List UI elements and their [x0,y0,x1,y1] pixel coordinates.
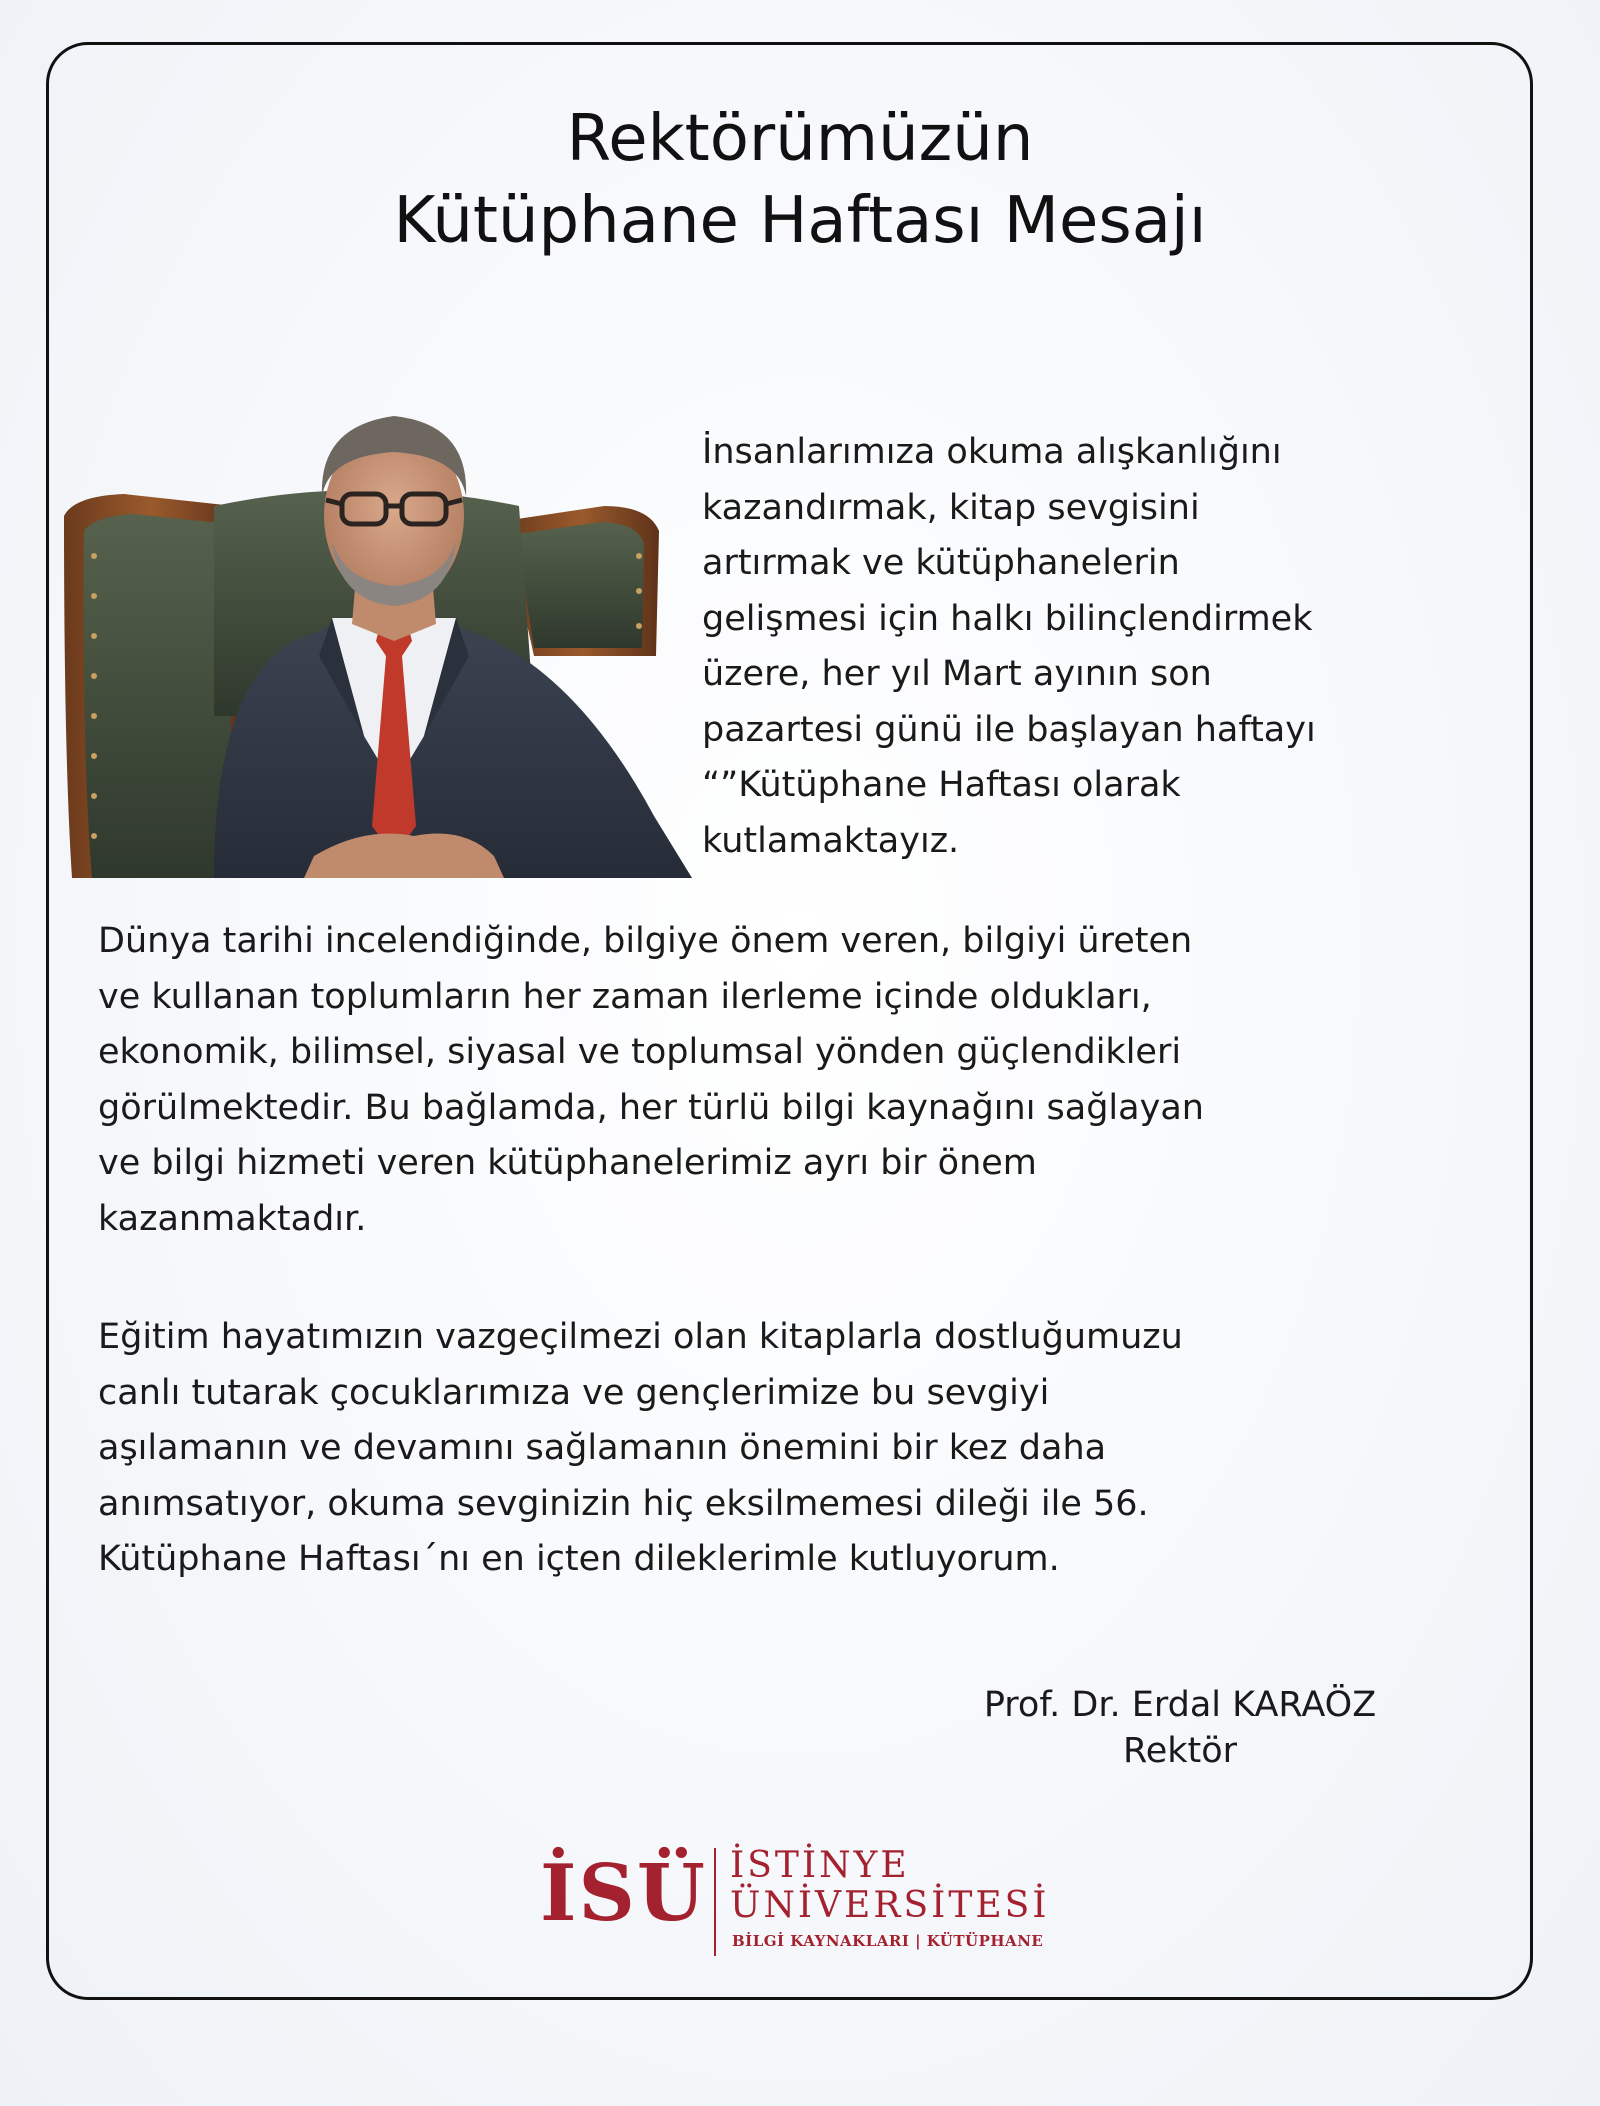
page-title [0,98,1600,262]
paragraph-line: Kütüphane Haftası´nı en içten dileklerimle kutluyorum. [98,1539,1060,1579]
intro-line: kazandırmak, kitap sevgisini [702,487,1200,528]
portrait-photo [64,356,692,878]
paragraph-closing [98,1310,1518,1588]
logo-name-line-1: İSTİNYE [730,1845,910,1886]
paragraph-line: görülmektedir. Bu bağlamda, her türlü bilgi kaynağını sağlayan [98,1087,1204,1128]
intro-paragraph [702,425,1522,869]
paragraph-line: canlı tutarak çocuklarımıza ve gençlerimize bu sevgiyi [98,1372,1050,1413]
logo-name-line-2: ÜNİVERSİTESİ [730,1885,1050,1926]
title-line-1: Rektörümüzün [566,102,1034,176]
intro-line: İnsanlarımıza okuma alışkanlığını [702,432,1282,472]
signature-block [900,1682,1460,1774]
intro-line: artırmak ve kütüphanelerin [702,543,1180,583]
intro-line: gelişmesi için halkı bilinçlendirmek [702,598,1313,639]
paragraph-line: aşılamanın ve devamını sağlamanın önemini bir kez daha [98,1428,1107,1468]
intro-line: pazartesi günü ile başlayan haftayı [702,709,1316,750]
logo-divider [714,1848,716,1956]
paragraph-line: anımsatıyor, okuma sevginizin hiç eksilmemesi dileği ile 56. [98,1483,1149,1524]
logo-name [730,1846,1050,1926]
paragraph-line: ve bilgi hizmeti veren kütüphanelerimiz ayrı bir önem [98,1143,1037,1183]
paragraph-line: Eğitim hayatımızın vazgeçilmezi olan kitaplarla dostluğumuzu [98,1317,1183,1357]
signature-role: Rektör [1122,1731,1238,1771]
paragraph-line: kazanmaktadır. [98,1198,367,1239]
university-logo [540,1840,1100,1965]
logo-subtitle: BİLGİ KAYNAKLARI | KÜTÜPHANE [732,1932,1044,1950]
intro-line: kutlamaktayız. [702,820,960,861]
paragraph-history [98,914,1518,1247]
paragraph-line: ve kullanan toplumların her zaman ilerleme içinde oldukları, [98,976,1152,1017]
intro-line: “”Kütüphane Haftası olarak [702,765,1181,805]
logo-mark: İSÜ [540,1848,707,1939]
paragraph-line: ekonomik, bilimsel, siyasal ve toplumsal yönden güçlendikleri [98,1032,1182,1072]
intro-line: üzere, her yıl Mart ayının son [702,654,1212,694]
paragraph-line: Dünya tarihi incelendiğinde, bilgiye önem veren, bilgiyi üreten [98,921,1193,961]
title-line-2: Kütüphane Haftası Mesajı [393,184,1207,258]
signature-name: Prof. Dr. Erdal KARAÖZ [983,1685,1377,1725]
